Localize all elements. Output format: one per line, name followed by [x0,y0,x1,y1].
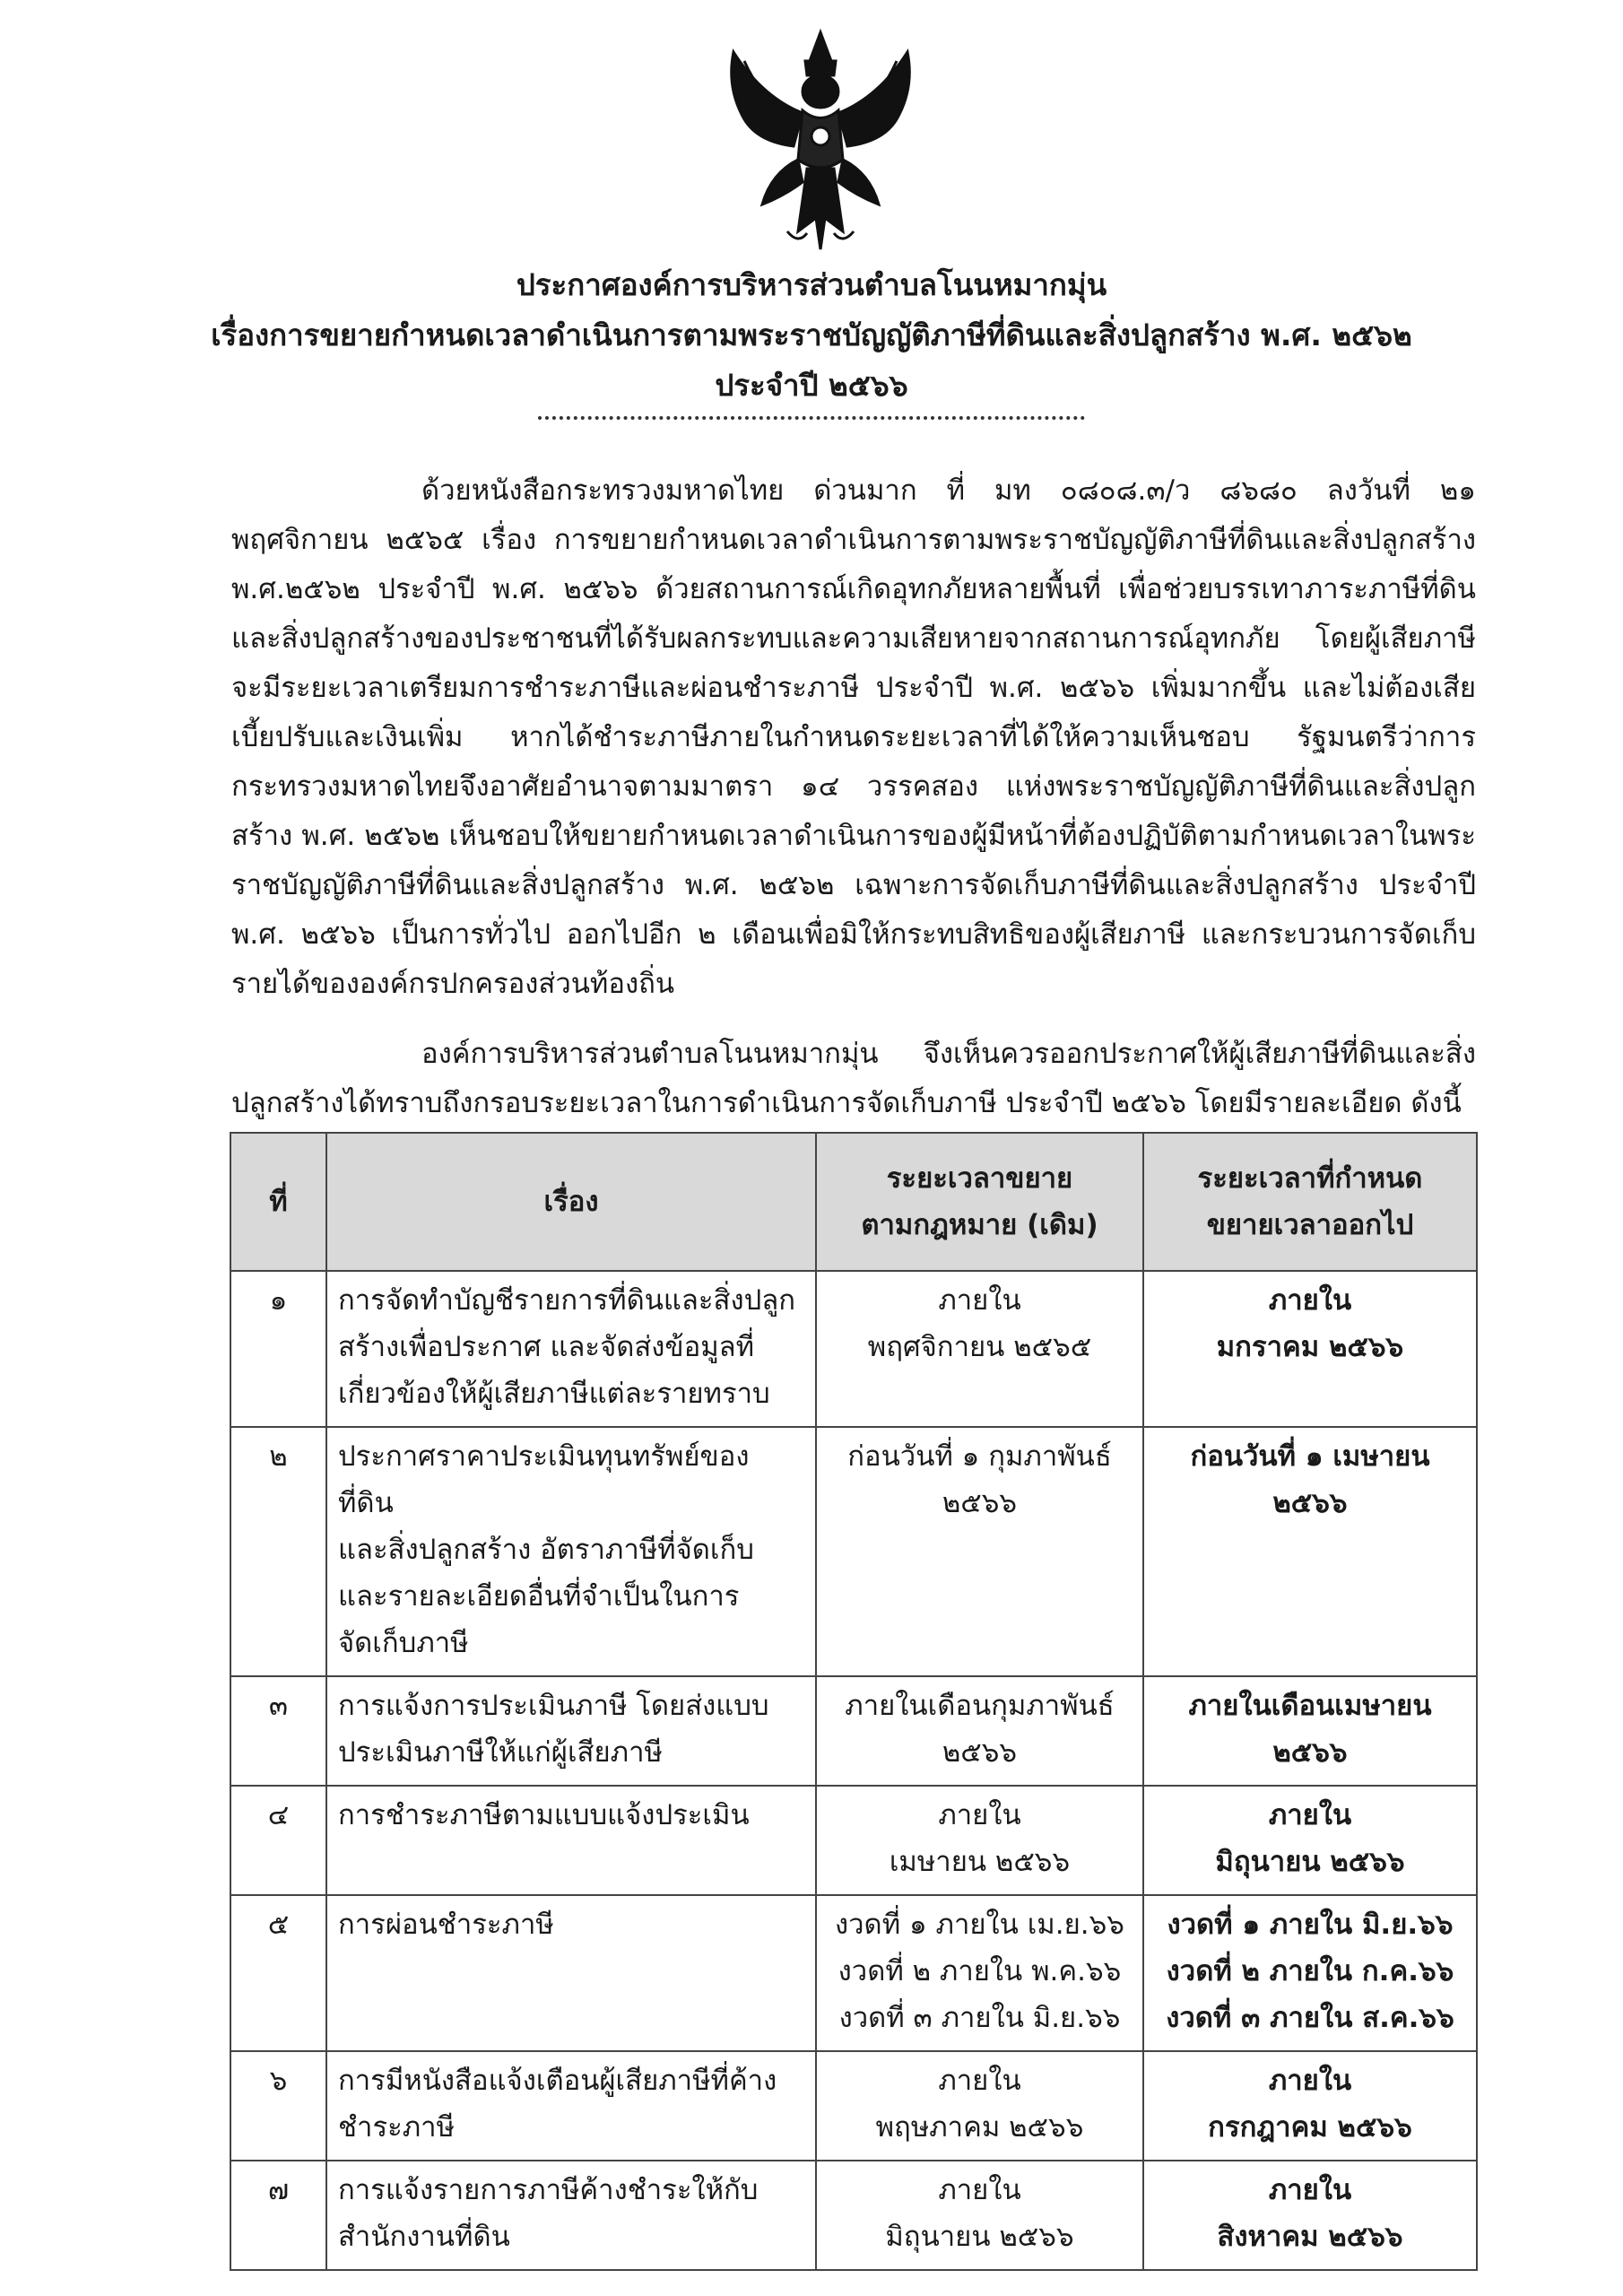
row-extended-period [1143,2161,1477,2270]
title-line-2: เรื่องการขยายกำหนดเวลาดำเนินการตามพระราชบัญญัติภาษีที่ดินและสิ่งปลูกสร้าง พ.ศ. ๒๕๖๒ [211,317,1412,352]
row-number: ๓ [230,1676,326,1786]
row-original-period [816,1895,1143,2051]
table-row [230,1271,1477,1427]
row-original-period-line: มิถุนายน ๒๕๖๖ [885,2221,1074,2253]
row-topic-line: ประเมินภาษีให้แก่ผู้เสียภาษี [338,1736,663,1769]
row-original-period-line: ๒๕๖๖ [942,1487,1018,1519]
row-topic-line: การผ่อนชำระภาษี [338,1909,554,1941]
row-extended-period-line: ๒๕๖๖ [1272,1736,1348,1769]
table-row [230,1676,1477,1786]
row-number: ๑ [230,1271,326,1427]
title-line-3: ประจำปี ๒๕๖๖ [715,368,908,403]
table-body [230,1271,1477,2270]
row-topic-line: การจัดทำบัญชีรายการที่ดินและสิ่งปลูก [338,1284,796,1317]
header-original-period: ระยะเวลาขยาย ตามกฎหมาย (เดิม) [816,1133,1143,1271]
table-row [230,1786,1477,1895]
row-extended-period [1143,1895,1477,2051]
row-topic-line: สำนักงานที่ดิน [338,2221,510,2253]
header-no: ที่ [230,1133,326,1271]
row-topic-line: จัดเก็บภาษี [338,1627,469,1659]
header-extended-period: ระยะเวลาที่กำหนด ขยายเวลาออกไป [1143,1133,1477,1271]
row-extended-period-line: มิถุนายน ๒๕๖๖ [1215,1846,1405,1878]
row-topic [326,2051,816,2161]
body-paragraph-2: องค์การบริหารส่วนตำบลโนนหมากมุ่น จึงเห็นควรออกประกาศให้ผู้เสียภาษีที่ดินและสิ่งปลูกสร้างได้ทราบถึงกรอบระยะเวลาในการดำเนินการจัดเก็บภาษี ประจำปี ๒๕๖๖ โดยมีรายละเอียด ดังนี้ [231,1038,1476,1119]
garuda-emblem-icon [708,25,933,263]
row-original-period-line: ๒๕๖๖ [942,1736,1018,1769]
row-number: ๒ [230,1427,326,1676]
row-original-period-line: งวดที่ ๒ ภายใน พ.ค.๖๖ [838,1955,1122,1987]
row-extended-period-line: ภายใน [1268,1799,1352,1831]
row-extended-period-line: ภายในเดือนเมษายน [1188,1690,1432,1722]
table-row [230,1895,1477,2051]
row-topic [326,1895,816,2051]
row-extended-period [1143,1427,1477,1676]
row-original-period-line: ก่อนวันที่ ๑ กุมภาพันธ์ [847,1440,1112,1473]
row-topic [326,1786,816,1895]
row-extended-period-line: งวดที่ ๒ ภายใน ก.ค.๖๖ [1166,1955,1454,1987]
row-number: ๕ [230,1895,326,2051]
row-number: ๗ [230,2161,326,2270]
title-separator [538,416,1085,420]
row-original-period [816,2161,1143,2270]
row-original-period-line: ภายใน [938,1284,1021,1317]
row-original-period-line: งวดที่ ๓ ภายใน มิ.ย.๖๖ [838,2002,1121,2034]
row-original-period-line: ภายใน [938,1799,1021,1831]
row-topic [326,1271,816,1427]
row-extended-period [1143,2051,1477,2161]
row-topic-line: การชำระภาษีตามแบบแจ้งประเมิน [338,1799,750,1831]
row-original-period [816,1427,1143,1676]
row-original-period-line: ภายใน [938,2065,1021,2097]
row-topic-line: การมีหนังสือแจ้งเตือนผู้เสียภาษีที่ค้าง [338,2065,777,2097]
row-topic-line: การแจ้งรายการภาษีค้างชำระให้กับ [338,2174,759,2206]
row-original-period [816,2051,1143,2161]
row-extended-period-line: สิงหาคม ๒๕๖๖ [1217,2221,1403,2253]
title-line-1: ประกาศองค์การบริหารส่วนตำบลโนนหมากมุ่น [516,267,1107,302]
row-extended-period [1143,1786,1477,1895]
announcement-title-block [161,260,1462,420]
row-topic-line: การแจ้งการประเมินภาษี โดยส่งแบบ [338,1690,769,1722]
row-original-period [816,1786,1143,1895]
row-topic [326,1676,816,1786]
row-topic-line: และรายละเอียดอื่นที่จำเป็นในการ [338,1580,740,1613]
row-original-period-line: ภายใน [938,2174,1021,2206]
table-row [230,2161,1477,2270]
schedule-table [230,1132,1478,2271]
row-original-period [816,1271,1143,1427]
row-original-period-line: ภายในเดือนกุมภาพันธ์ [845,1690,1115,1722]
row-extended-period-line: งวดที่ ๓ ภายใน ส.ค.๖๖ [1166,2002,1454,2034]
row-extended-period [1143,1271,1477,1427]
body-paragraph-1: ด้วยหนังสือกระทรวงมหาดไทย ด่วนมาก ที่ มท ๐๘๐๘.๓/ว ๘๖๘๐ ลงวันที่ ๒๑ พฤศจิกายน ๒๕๖๕ เรื่อง การขยายกำหนดเวลาดำเนินการตามพระราชบัญญัติภาษีที่ดินและสิ่งปลูกสร้าง พ.ศ.๒๕๖๒ ประจำปี พ.ศ. ๒๕๖๖ ด้วยสถานการณ์เกิดอุทกภัยหลายพื้นที่ เพื่อช่วยบรรเทาภาระภาษีที่ดินและสิ่งปลูกสร้างของประชาชนที่ได้รับผลกระทบและความเสียหายจากสถานการณ์อุทกภัย โดยผู้เสียภาษีจะมีระยะเวลาเตรียมการชำระภาษีและผ่อนชำระภาษี ประจำปี พ.ศ. ๒๕๖๖ เพิ่มมากขึ้น และไม่ต้องเสียเบี้ยปรับและเงินเพิ่ม หากได้ชำระภาษีภายในกำหนดระยะเวลาที่ได้ให้ความเห็นชอบ รัฐมนตรีว่าการกระทรวงมหาดไทยจึงอาศัยอำนาจตามมาตรา ๑๔ วรรคสอง แห่งพระราชบัญญัติภาษีที่ดินและสิ่งปลูกสร้าง พ.ศ. ๒๕๖๒ เห็นชอบให้ขยายกำหนดเวลาดำเนินการของผู้มีหน้าที่ต้องปฏิบัติตามกำหนดเวลาในพระราชบัญญัติภาษีที่ดินและสิ่งปลูกสร้าง พ.ศ. ๒๕๖๒ เฉพาะการจัดเก็บภาษีที่ดินและสิ่งปลูกสร้าง ประจำปี พ.ศ. ๒๕๖๖ เป็นการทั่วไป ออกไปอีก ๒ เดือนเพื่อมิให้กระทบสิทธิของผู้เสียภาษี และกระบวนการจัดเก็บรายได้ขององค์กรปกครองส่วนท้องถิ่น [231,474,1476,1000]
row-topic [326,1427,816,1676]
row-extended-period-line: กรกฎาคม ๒๕๖๖ [1208,2111,1412,2144]
row-topic-line: และสิ่งปลูกสร้าง อัตราภาษีที่จัดเก็บ [338,1534,754,1566]
row-number: ๔ [230,1786,326,1895]
row-extended-period-line: ภายใน [1268,1284,1352,1317]
row-topic-line: ประกาศราคาประเมินทุนทรัพย์ของที่ดิน [338,1440,750,1519]
row-extended-period-line: ภายใน [1268,2174,1352,2206]
row-topic-line: ชำระภาษี [338,2111,456,2144]
row-original-period-line: พฤษภาคม ๒๕๖๖ [875,2111,1084,2144]
row-original-period-line: งวดที่ ๑ ภายใน เม.ย.๖๖ [835,1909,1124,1941]
row-original-period-line: พฤศจิกายน ๒๕๖๕ [867,1331,1092,1363]
row-topic-line: เกี่ยวข้องให้ผู้เสียภาษีแต่ละรายทราบ [338,1378,770,1410]
table-row [230,2051,1477,2161]
header-topic: เรื่อง [326,1133,816,1271]
row-extended-period-line: งวดที่ ๑ ภายใน มิ.ย.๖๖ [1167,1909,1454,1941]
table-row [230,1427,1477,1676]
row-topic-line: สร้างเพื่อประกาศ และจัดส่งข้อมูลที่ [338,1331,755,1363]
row-extended-period-line: มกราคม ๒๕๖๖ [1216,1331,1404,1363]
row-number: ๖ [230,2051,326,2161]
row-extended-period-line: ก่อนวันที่ ๑ เมษายน [1190,1440,1430,1473]
row-original-period-line: เมษายน ๒๕๖๖ [889,1846,1071,1878]
row-extended-period-line: ภายใน [1268,2065,1352,2097]
row-topic [326,2161,816,2270]
table-header-row [230,1133,1477,1271]
row-original-period [816,1676,1143,1786]
row-extended-period-line: ๒๕๖๖ [1272,1487,1348,1519]
row-extended-period [1143,1676,1477,1786]
